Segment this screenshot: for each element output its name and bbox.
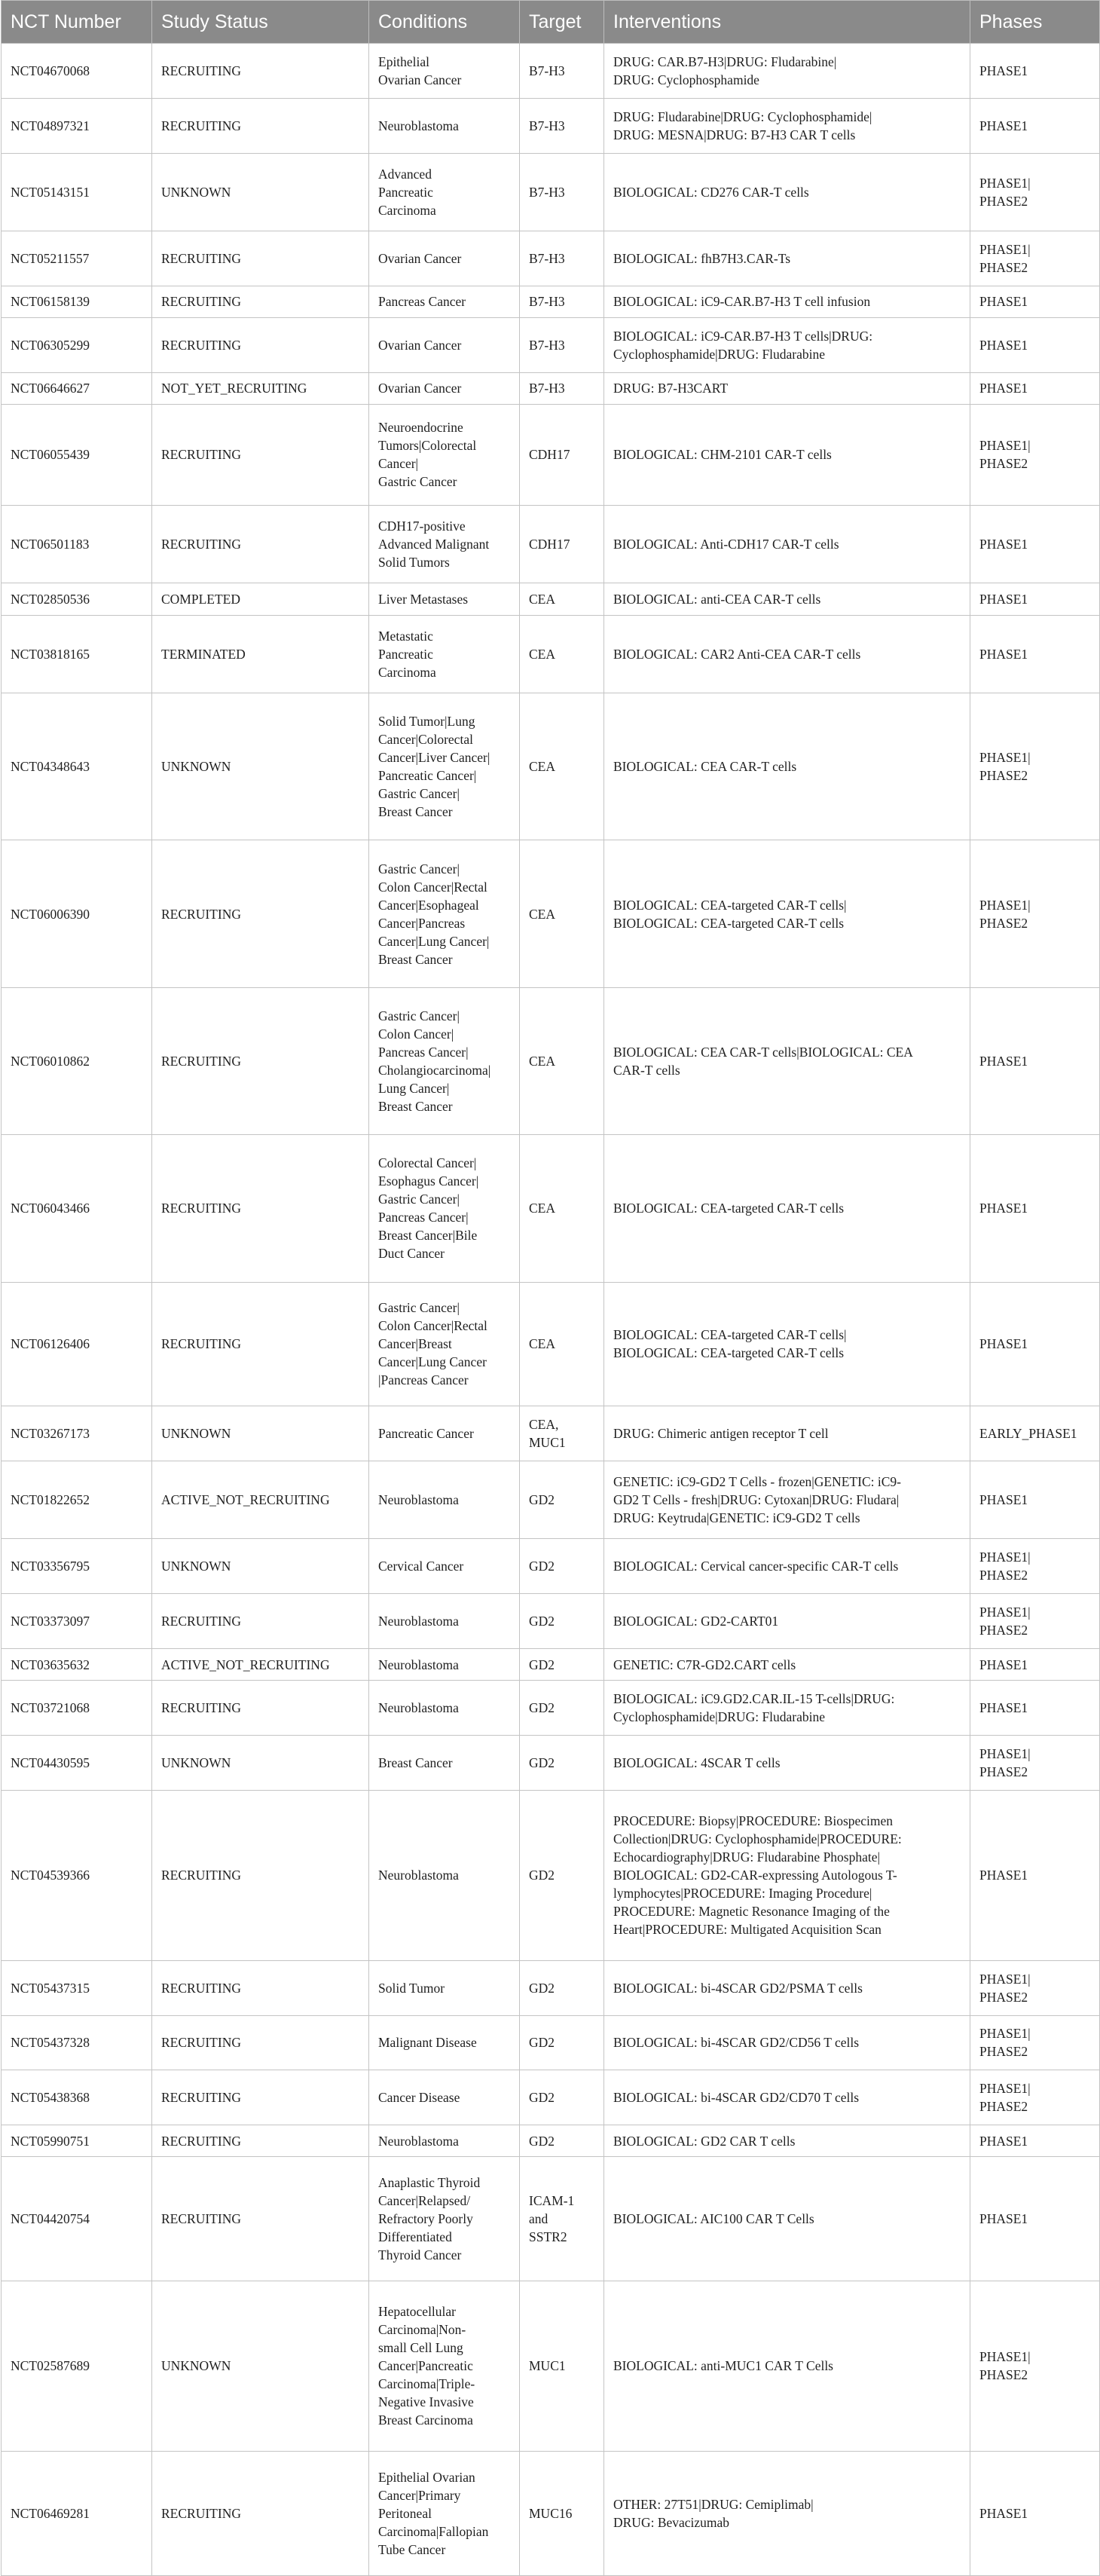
cell-nct-number: NCT04420754 (2, 2157, 152, 2281)
cell-nct-number: NCT04430595 (2, 1735, 152, 1790)
cell-target: CEA (520, 840, 604, 987)
cell-conditions: Hepatocellular Carcinoma|Non- small Cell Lung Cancer|Pancreatic Carcinoma|Triple- Negative Invasive Breast Carcinoma (369, 2281, 520, 2451)
table-row (2, 317, 1100, 372)
table-row (2, 2070, 1100, 2125)
cell-interventions: BIOLOGICAL: iC9.GD2.CAR.IL-15 T-cells|DRUG: Cyclophosphamide|DRUG: Fludarabine (604, 1681, 970, 1736)
cell-interventions: BIOLOGICAL: fhB7H3.CAR-Ts (604, 231, 970, 286)
table-row (2, 153, 1100, 231)
cell-nct-number: NCT06501183 (2, 505, 152, 583)
cell-target: GD2 (520, 1649, 604, 1681)
cell-target: CEA (520, 1282, 604, 1406)
cell-interventions: BIOLOGICAL: GD2 CAR T cells (604, 2125, 970, 2157)
cell-target: GD2 (520, 2125, 604, 2157)
cell-study-status: RECRUITING (152, 1960, 369, 2015)
cell-interventions: BIOLOGICAL: Cervical cancer-specific CAR-T cells (604, 1539, 970, 1594)
cell-target: CDH17 (520, 505, 604, 583)
cell-conditions: Neuroendocrine Tumors|Colorectal Cancer| Gastric Cancer (369, 404, 520, 505)
cell-target: B7-H3 (520, 153, 604, 231)
cell-study-status: RECRUITING (152, 1790, 369, 1960)
table-row (2, 1649, 1100, 1681)
table-row (2, 2125, 1100, 2157)
cell-phases: PHASE1 (970, 1282, 1100, 1406)
cell-target: B7-H3 (520, 317, 604, 372)
table-row (2, 231, 1100, 286)
cell-conditions: Breast Cancer (369, 1735, 520, 1790)
cell-phases: PHASE1 (970, 1790, 1100, 1960)
table-row (2, 583, 1100, 615)
table-row (2, 987, 1100, 1134)
cell-conditions: Gastric Cancer| Colon Cancer|Rectal Cancer|Esophageal Cancer|Pancreas Cancer|Lung Cancer| Breast Cancer (369, 840, 520, 987)
cell-conditions: Colorectal Cancer| Esophagus Cancer| Gastric Cancer| Pancreas Cancer| Breast Cancer|Bile Duct Cancer (369, 1135, 520, 1282)
cell-phases: PHASE1 (970, 317, 1100, 372)
cell-target: CEA, MUC1 (520, 1406, 604, 1461)
table-row (2, 693, 1100, 840)
cell-interventions: BIOLOGICAL: CHM-2101 CAR-T cells (604, 404, 970, 505)
table-row (2, 505, 1100, 583)
cell-nct-number: NCT02587689 (2, 2281, 152, 2451)
table-row (2, 615, 1100, 693)
cell-conditions: Epithelial Ovarian Cancer|Primary Peritoneal Carcinoma|Fallopian Tube Cancer (369, 2452, 520, 2576)
table-row (2, 44, 1100, 99)
column-header-target: Target (520, 1, 604, 44)
cell-interventions: DRUG: Chimeric antigen receptor T cell (604, 1406, 970, 1461)
cell-conditions: Neuroblastoma (369, 1790, 520, 1960)
cell-interventions: BIOLOGICAL: anti-MUC1 CAR T Cells (604, 2281, 970, 2451)
cell-target: B7-H3 (520, 44, 604, 99)
table-row (2, 286, 1100, 317)
cell-nct-number: NCT04670068 (2, 44, 152, 99)
cell-conditions: Neuroblastoma (369, 2125, 520, 2157)
cell-phases: PHASE1 (970, 505, 1100, 583)
cell-target: GD2 (520, 1461, 604, 1539)
table-row (2, 1681, 1100, 1736)
cell-target: CEA (520, 693, 604, 840)
cell-conditions: Pancreas Cancer (369, 286, 520, 317)
cell-conditions: Neuroblastoma (369, 1594, 520, 1649)
cell-phases: PHASE1| PHASE2 (970, 693, 1100, 840)
table-body (2, 44, 1100, 2576)
cell-study-status: RECRUITING (152, 317, 369, 372)
cell-phases: PHASE1 (970, 98, 1100, 153)
cell-target: GD2 (520, 1681, 604, 1736)
cell-phases: PHASE1| PHASE2 (970, 2015, 1100, 2070)
cell-nct-number: NCT03267173 (2, 1406, 152, 1461)
cell-interventions: BIOLOGICAL: GD2-CART01 (604, 1594, 970, 1649)
cell-phases: PHASE1 (970, 372, 1100, 404)
cell-interventions: PROCEDURE: Biopsy|PROCEDURE: Biospecimen Collection|DRUG: Cyclophosphamide|PROCEDURE: Echocardiography|DRUG: Fludarabine Phosphate| BIOLOGICAL: GD2-CAR-expressing Autologous T- lymphocytes|PROCEDURE: Imaging Procedure| PROCEDURE: Magnetic Resonance Imaging of the Heart|PROCEDURE: Multigated Acquisition Scan (604, 1790, 970, 1960)
cell-phases: PHASE1 (970, 987, 1100, 1134)
cell-study-status: RECRUITING (152, 2452, 369, 2576)
cell-target: ICAM-1 and SSTR2 (520, 2157, 604, 2281)
cell-phases: EARLY_PHASE1 (970, 1406, 1100, 1461)
cell-study-status: RECRUITING (152, 98, 369, 153)
cell-study-status: ACTIVE_NOT_RECRUITING (152, 1649, 369, 1681)
table-row (2, 2015, 1100, 2070)
cell-interventions: DRUG: Fludarabine|DRUG: Cyclophosphamide| DRUG: MESNA|DRUG: B7-H3 CAR T cells (604, 98, 970, 153)
cell-conditions: Solid Tumor|Lung Cancer|Colorectal Cancer|Liver Cancer| Pancreatic Cancer| Gastric Cancer| Breast Cancer (369, 693, 520, 840)
cell-conditions: Metastatic Pancreatic Carcinoma (369, 615, 520, 693)
cell-study-status: RECRUITING (152, 1594, 369, 1649)
cell-target: MUC1 (520, 2281, 604, 2451)
cell-study-status: RECRUITING (152, 2015, 369, 2070)
cell-nct-number: NCT03373097 (2, 1594, 152, 1649)
cell-nct-number: NCT03721068 (2, 1681, 152, 1736)
cell-nct-number: NCT01822652 (2, 1461, 152, 1539)
cell-study-status: COMPLETED (152, 583, 369, 615)
cell-nct-number: NCT04348643 (2, 693, 152, 840)
cell-study-status: UNKNOWN (152, 2281, 369, 2451)
table-row (2, 1960, 1100, 2015)
cell-conditions: Neuroblastoma (369, 98, 520, 153)
cell-interventions: BIOLOGICAL: anti-CEA CAR-T cells (604, 583, 970, 615)
cell-phases: PHASE1 (970, 2125, 1100, 2157)
cell-interventions: BIOLOGICAL: bi-4SCAR GD2/CD70 T cells (604, 2070, 970, 2125)
cell-conditions: Neuroblastoma (369, 1681, 520, 1736)
cell-target: CEA (520, 987, 604, 1134)
cell-interventions: BIOLOGICAL: bi-4SCAR GD2/CD56 T cells (604, 2015, 970, 2070)
table-row (2, 404, 1100, 505)
cell-interventions: BIOLOGICAL: CEA CAR-T cells|BIOLOGICAL: CEA CAR-T cells (604, 987, 970, 1134)
cell-conditions: Ovarian Cancer (369, 231, 520, 286)
cell-study-status: UNKNOWN (152, 153, 369, 231)
cell-nct-number: NCT06043466 (2, 1135, 152, 1282)
cell-study-status: RECRUITING (152, 840, 369, 987)
cell-target: GD2 (520, 1594, 604, 1649)
cell-phases: PHASE1 (970, 286, 1100, 317)
column-header-nct-number: NCT Number (2, 1, 152, 44)
cell-nct-number: NCT06010862 (2, 987, 152, 1134)
cell-nct-number: NCT05143151 (2, 153, 152, 231)
cell-phases: PHASE1 (970, 2157, 1100, 2281)
column-header-phases: Phases (970, 1, 1100, 44)
cell-study-status: ACTIVE_NOT_RECRUITING (152, 1461, 369, 1539)
cell-interventions: BIOLOGICAL: iC9-CAR.B7-H3 T cell infusion (604, 286, 970, 317)
cell-target: MUC16 (520, 2452, 604, 2576)
cell-nct-number: NCT06126406 (2, 1282, 152, 1406)
cell-conditions: Neuroblastoma (369, 1649, 520, 1681)
cell-study-status: RECRUITING (152, 286, 369, 317)
cell-interventions: BIOLOGICAL: AIC100 CAR T Cells (604, 2157, 970, 2281)
cell-conditions: Gastric Cancer| Colon Cancer|Rectal Cancer|Breast Cancer|Lung Cancer |Pancreas Cancer (369, 1282, 520, 1406)
cell-interventions: DRUG: CAR.B7-H3|DRUG: Fludarabine| DRUG: Cyclophosphamide (604, 44, 970, 99)
cell-nct-number: NCT05990751 (2, 2125, 152, 2157)
clinical-trials-table (1, 0, 1100, 2576)
cell-conditions: Ovarian Cancer (369, 317, 520, 372)
cell-phases: PHASE1 (970, 583, 1100, 615)
cell-phases: PHASE1| PHASE2 (970, 2070, 1100, 2125)
column-header-conditions: Conditions (369, 1, 520, 44)
header-row (2, 1, 1100, 44)
cell-conditions: Liver Metastases (369, 583, 520, 615)
cell-study-status: RECRUITING (152, 1135, 369, 1282)
cell-target: GD2 (520, 1960, 604, 2015)
cell-conditions: CDH17-positive Advanced Malignant Solid Tumors (369, 505, 520, 583)
cell-nct-number: NCT06305299 (2, 317, 152, 372)
cell-study-status: RECRUITING (152, 2070, 369, 2125)
cell-target: GD2 (520, 1735, 604, 1790)
cell-target: CEA (520, 615, 604, 693)
cell-nct-number: NCT05211557 (2, 231, 152, 286)
cell-interventions: BIOLOGICAL: CEA CAR-T cells (604, 693, 970, 840)
cell-phases: PHASE1 (970, 1135, 1100, 1282)
cell-conditions: Cancer Disease (369, 2070, 520, 2125)
cell-nct-number: NCT06158139 (2, 286, 152, 317)
cell-target: GD2 (520, 2070, 604, 2125)
cell-interventions: BIOLOGICAL: bi-4SCAR GD2/PSMA T cells (604, 1960, 970, 2015)
cell-target: B7-H3 (520, 98, 604, 153)
cell-interventions: OTHER: 27T51|DRUG: Cemiplimab| DRUG: Bevacizumab (604, 2452, 970, 2576)
cell-nct-number: NCT05437315 (2, 1960, 152, 2015)
cell-phases: PHASE1 (970, 1649, 1100, 1681)
cell-study-status: RECRUITING (152, 1282, 369, 1406)
cell-target: GD2 (520, 2015, 604, 2070)
cell-phases: PHASE1| PHASE2 (970, 153, 1100, 231)
cell-phases: PHASE1 (970, 44, 1100, 99)
cell-conditions: Epithelial Ovarian Cancer (369, 44, 520, 99)
cell-study-status: RECRUITING (152, 1681, 369, 1736)
cell-phases: PHASE1 (970, 1461, 1100, 1539)
cell-study-status: NOT_YET_RECRUITING (152, 372, 369, 404)
cell-conditions: Gastric Cancer| Colon Cancer| Pancreas Cancer| Cholangiocarcinoma| Lung Cancer| Breast Cancer (369, 987, 520, 1134)
cell-target: B7-H3 (520, 372, 604, 404)
cell-phases: PHASE1| PHASE2 (970, 2281, 1100, 2451)
cell-phases: PHASE1| PHASE2 (970, 404, 1100, 505)
table-row (2, 2452, 1100, 2576)
cell-nct-number: NCT06646627 (2, 372, 152, 404)
cell-phases: PHASE1| PHASE2 (970, 1735, 1100, 1790)
cell-study-status: UNKNOWN (152, 1406, 369, 1461)
cell-conditions: Advanced Pancreatic Carcinoma (369, 153, 520, 231)
table-header (2, 1, 1100, 44)
cell-study-status: RECRUITING (152, 505, 369, 583)
cell-study-status: RECRUITING (152, 2157, 369, 2281)
table-row (2, 1539, 1100, 1594)
cell-conditions: Pancreatic Cancer (369, 1406, 520, 1461)
cell-conditions: Solid Tumor (369, 1960, 520, 2015)
cell-nct-number: NCT03356795 (2, 1539, 152, 1594)
cell-nct-number: NCT06006390 (2, 840, 152, 987)
cell-study-status: UNKNOWN (152, 693, 369, 840)
cell-study-status: RECRUITING (152, 2125, 369, 2157)
cell-phases: PHASE1 (970, 615, 1100, 693)
table-row (2, 1135, 1100, 1282)
cell-interventions: BIOLOGICAL: 4SCAR T cells (604, 1735, 970, 1790)
cell-conditions: Cervical Cancer (369, 1539, 520, 1594)
cell-interventions: BIOLOGICAL: CEA-targeted CAR-T cells| BIOLOGICAL: CEA-targeted CAR-T cells (604, 840, 970, 987)
cell-interventions: BIOLOGICAL: Anti-CDH17 CAR-T cells (604, 505, 970, 583)
table-row (2, 1461, 1100, 1539)
cell-phases: PHASE1 (970, 1681, 1100, 1736)
cell-study-status: TERMINATED (152, 615, 369, 693)
cell-conditions: Anaplastic Thyroid Cancer|Relapsed/ Refractory Poorly Differentiated Thyroid Cancer (369, 2157, 520, 2281)
table-row (2, 2281, 1100, 2451)
cell-interventions: BIOLOGICAL: CD276 CAR-T cells (604, 153, 970, 231)
table-row (2, 1406, 1100, 1461)
cell-study-status: UNKNOWN (152, 1539, 369, 1594)
cell-target: CDH17 (520, 404, 604, 505)
cell-phases: PHASE1| PHASE2 (970, 1594, 1100, 1649)
cell-conditions: Neuroblastoma (369, 1461, 520, 1539)
column-header-interventions: Interventions (604, 1, 970, 44)
table-row (2, 1790, 1100, 1960)
cell-interventions: GENETIC: C7R-GD2.CART cells (604, 1649, 970, 1681)
cell-study-status: RECRUITING (152, 231, 369, 286)
cell-interventions: DRUG: B7-H3CART (604, 372, 970, 404)
cell-interventions: BIOLOGICAL: iC9-CAR.B7-H3 T cells|DRUG: Cyclophosphamide|DRUG: Fludarabine (604, 317, 970, 372)
table-row (2, 2157, 1100, 2281)
table-row (2, 372, 1100, 404)
table-row (2, 1735, 1100, 1790)
cell-phases: PHASE1| PHASE2 (970, 840, 1100, 987)
cell-target: B7-H3 (520, 231, 604, 286)
cell-nct-number: NCT02850536 (2, 583, 152, 615)
cell-conditions: Malignant Disease (369, 2015, 520, 2070)
cell-nct-number: NCT05437328 (2, 2015, 152, 2070)
cell-study-status: RECRUITING (152, 404, 369, 505)
table-row (2, 840, 1100, 987)
table-row (2, 1594, 1100, 1649)
cell-target: CEA (520, 1135, 604, 1282)
cell-study-status: UNKNOWN (152, 1735, 369, 1790)
table-row (2, 1282, 1100, 1406)
cell-interventions: GENETIC: iC9-GD2 T Cells - frozen|GENETIC: iC9- GD2 T Cells - fresh|DRUG: Cytoxan|DRUG: Fludara| DRUG: Keytruda|GENETIC: iC9-GD2 T cells (604, 1461, 970, 1539)
cell-interventions: BIOLOGICAL: CEA-targeted CAR-T cells| BIOLOGICAL: CEA-targeted CAR-T cells (604, 1282, 970, 1406)
cell-phases: PHASE1| PHASE2 (970, 231, 1100, 286)
cell-nct-number: NCT04897321 (2, 98, 152, 153)
cell-phases: PHASE1| PHASE2 (970, 1539, 1100, 1594)
table-row (2, 98, 1100, 153)
cell-study-status: RECRUITING (152, 987, 369, 1134)
cell-target: GD2 (520, 1790, 604, 1960)
cell-nct-number: NCT06469281 (2, 2452, 152, 2576)
cell-nct-number: NCT03818165 (2, 615, 152, 693)
cell-nct-number: NCT04539366 (2, 1790, 152, 1960)
cell-nct-number: NCT06055439 (2, 404, 152, 505)
cell-interventions: BIOLOGICAL: CAR2 Anti-CEA CAR-T cells (604, 615, 970, 693)
cell-study-status: RECRUITING (152, 44, 369, 99)
cell-target: CEA (520, 583, 604, 615)
cell-target: B7-H3 (520, 286, 604, 317)
cell-nct-number: NCT03635632 (2, 1649, 152, 1681)
column-header-study-status: Study Status (152, 1, 369, 44)
cell-phases: PHASE1 (970, 2452, 1100, 2576)
cell-interventions: BIOLOGICAL: CEA-targeted CAR-T cells (604, 1135, 970, 1282)
cell-phases: PHASE1| PHASE2 (970, 1960, 1100, 2015)
cell-nct-number: NCT05438368 (2, 2070, 152, 2125)
cell-target: GD2 (520, 1539, 604, 1594)
cell-conditions: Ovarian Cancer (369, 372, 520, 404)
